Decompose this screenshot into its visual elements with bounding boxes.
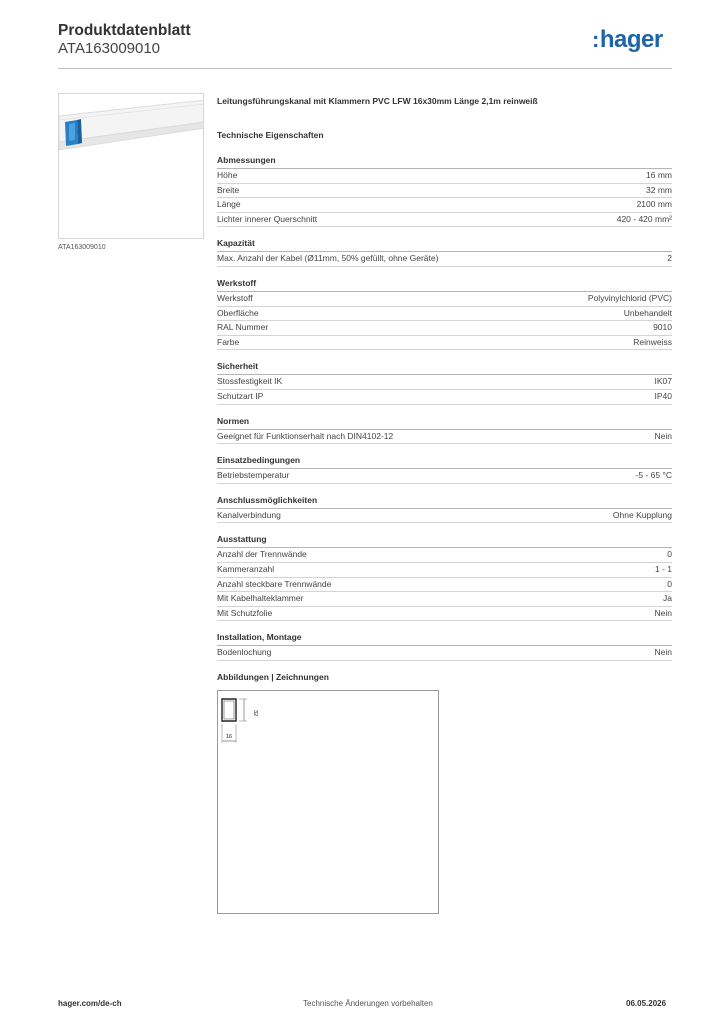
spec-row (217, 307, 672, 322)
spec-row (217, 592, 672, 607)
section-title: Sicherheit (217, 361, 672, 375)
spec-value: IP40 (654, 390, 672, 401)
spec-value: 0 (667, 578, 672, 589)
section-title: Ausstattung (217, 534, 672, 548)
spec-value: 9010 (653, 322, 672, 333)
spec-row (217, 336, 672, 351)
logo-text: hager (599, 26, 663, 53)
spec-row (217, 390, 672, 405)
spec-label: Schutzart IP (217, 390, 264, 401)
section-title: Einsatzbedingungen (217, 455, 672, 469)
spec-value: 420 - 420 mm² (616, 213, 672, 224)
spec-section (217, 455, 672, 484)
spec-label: Lichter innerer Querschnitt (217, 213, 318, 224)
spec-section (217, 416, 672, 445)
spec-label: Bodenlochung (217, 647, 272, 658)
hager-logo (592, 26, 663, 54)
section-title: Anschlussmöglichkeiten (217, 495, 672, 509)
spec-label: RAL Nummer (217, 322, 269, 333)
spec-value: Unbehandelt (623, 307, 672, 318)
spec-section (217, 632, 672, 661)
footer-website: hager.com/de-ch (58, 999, 122, 1008)
spec-value: 2 (667, 253, 672, 264)
spec-row (217, 578, 672, 593)
spec-label: Werkstoff (217, 292, 253, 303)
section-title: Normen (217, 416, 672, 430)
spec-section (217, 278, 672, 350)
spec-row (217, 509, 672, 524)
article-number: ATA163009010 (58, 40, 161, 57)
spec-label: Kanalverbindung (217, 509, 281, 520)
spec-content (217, 96, 672, 661)
spec-value: 32 mm (646, 184, 672, 195)
tech-properties-title: Technische Eigenschaften (217, 130, 324, 140)
footer-date: 06.05.2026 (626, 999, 667, 1008)
page-title: Produktdatenblatt (58, 22, 191, 39)
spec-value: 0 (667, 549, 672, 560)
spec-section (217, 534, 672, 621)
spec-row (217, 198, 672, 213)
spec-value: -5 - 65 °C (635, 470, 672, 481)
image-caption: ATA163009010 (58, 244, 106, 251)
drawings-title: Abbildungen | Zeichnungen (217, 672, 329, 682)
spec-sections (217, 155, 672, 661)
logo-dots-icon: : (592, 27, 599, 52)
spec-value: Nein (654, 430, 672, 441)
spec-value: 2100 mm (636, 199, 672, 210)
spec-label: Kammeranzahl (217, 563, 275, 574)
spec-label: Geeignet für Funktionserhalt nach DIN4102-12 (217, 430, 394, 441)
spec-row (217, 430, 672, 445)
spec-value: Ja (663, 593, 672, 604)
spec-value: Nein (654, 647, 672, 658)
product-title: Leitungsführungskanal mit Klammern PVC LFW 16x30mm Länge 2,1m reinweiß (217, 96, 538, 106)
spec-value: Nein (654, 607, 672, 618)
spec-row (217, 252, 672, 267)
spec-section (217, 238, 672, 267)
section-title: Installation, Montage (217, 632, 672, 646)
spec-row (217, 469, 672, 484)
spec-value: Polyvinylchlorid (PVC) (587, 292, 672, 303)
spec-label: Mit Schutzfolie (217, 607, 273, 618)
spec-row (217, 548, 672, 563)
spec-label: Länge (217, 199, 241, 210)
spec-row (217, 184, 672, 199)
spec-label: Oberfläche (217, 307, 259, 318)
drawing-box (217, 690, 439, 914)
spec-value: IK07 (654, 376, 672, 387)
footer-disclaimer: Technische Änderungen vorbehalten (303, 999, 433, 1008)
spec-row (217, 375, 672, 390)
spec-label: Stossfestigkeit IK (217, 376, 283, 387)
spec-value: Reinweiss (633, 336, 672, 347)
spec-row (217, 607, 672, 622)
spec-row (217, 213, 672, 228)
spec-label: Betriebstemperatur (217, 470, 290, 481)
spec-section (217, 361, 672, 404)
section-title: Werkstoff (217, 278, 672, 292)
spec-section (217, 155, 672, 227)
spec-value: Ohne Kupplung (612, 509, 672, 520)
spec-row (217, 169, 672, 184)
product-image (58, 93, 204, 239)
spec-label: Farbe (217, 336, 240, 347)
spec-row (217, 646, 672, 661)
cable-duct-icon (59, 94, 204, 239)
spec-row (217, 292, 672, 307)
dim-width-label: 16 (225, 734, 233, 740)
spec-label: Anzahl steckbare Trennwände (217, 578, 332, 589)
spec-section (217, 495, 672, 524)
dim-height-label: 32 (252, 709, 258, 717)
spec-label: Mit Kabelhalteklammer (217, 593, 304, 604)
spec-row (217, 563, 672, 578)
spec-label: Max. Anzahl der Kabel (Ø11mm, 50% gefüllt, ohne Geräte) (217, 253, 439, 264)
spec-label: Höhe (217, 170, 238, 180)
spec-label: Anzahl der Trennwände (217, 549, 307, 560)
spec-row (217, 321, 672, 336)
spec-label: Breite (217, 184, 240, 195)
section-title: Kapazität (217, 238, 672, 252)
profile-drawing-icon (218, 691, 438, 913)
section-title: Abmessungen (217, 155, 672, 169)
header-divider (58, 68, 672, 69)
spec-value: 1 - 1 (654, 563, 672, 574)
spec-value: 16 mm (646, 170, 672, 180)
